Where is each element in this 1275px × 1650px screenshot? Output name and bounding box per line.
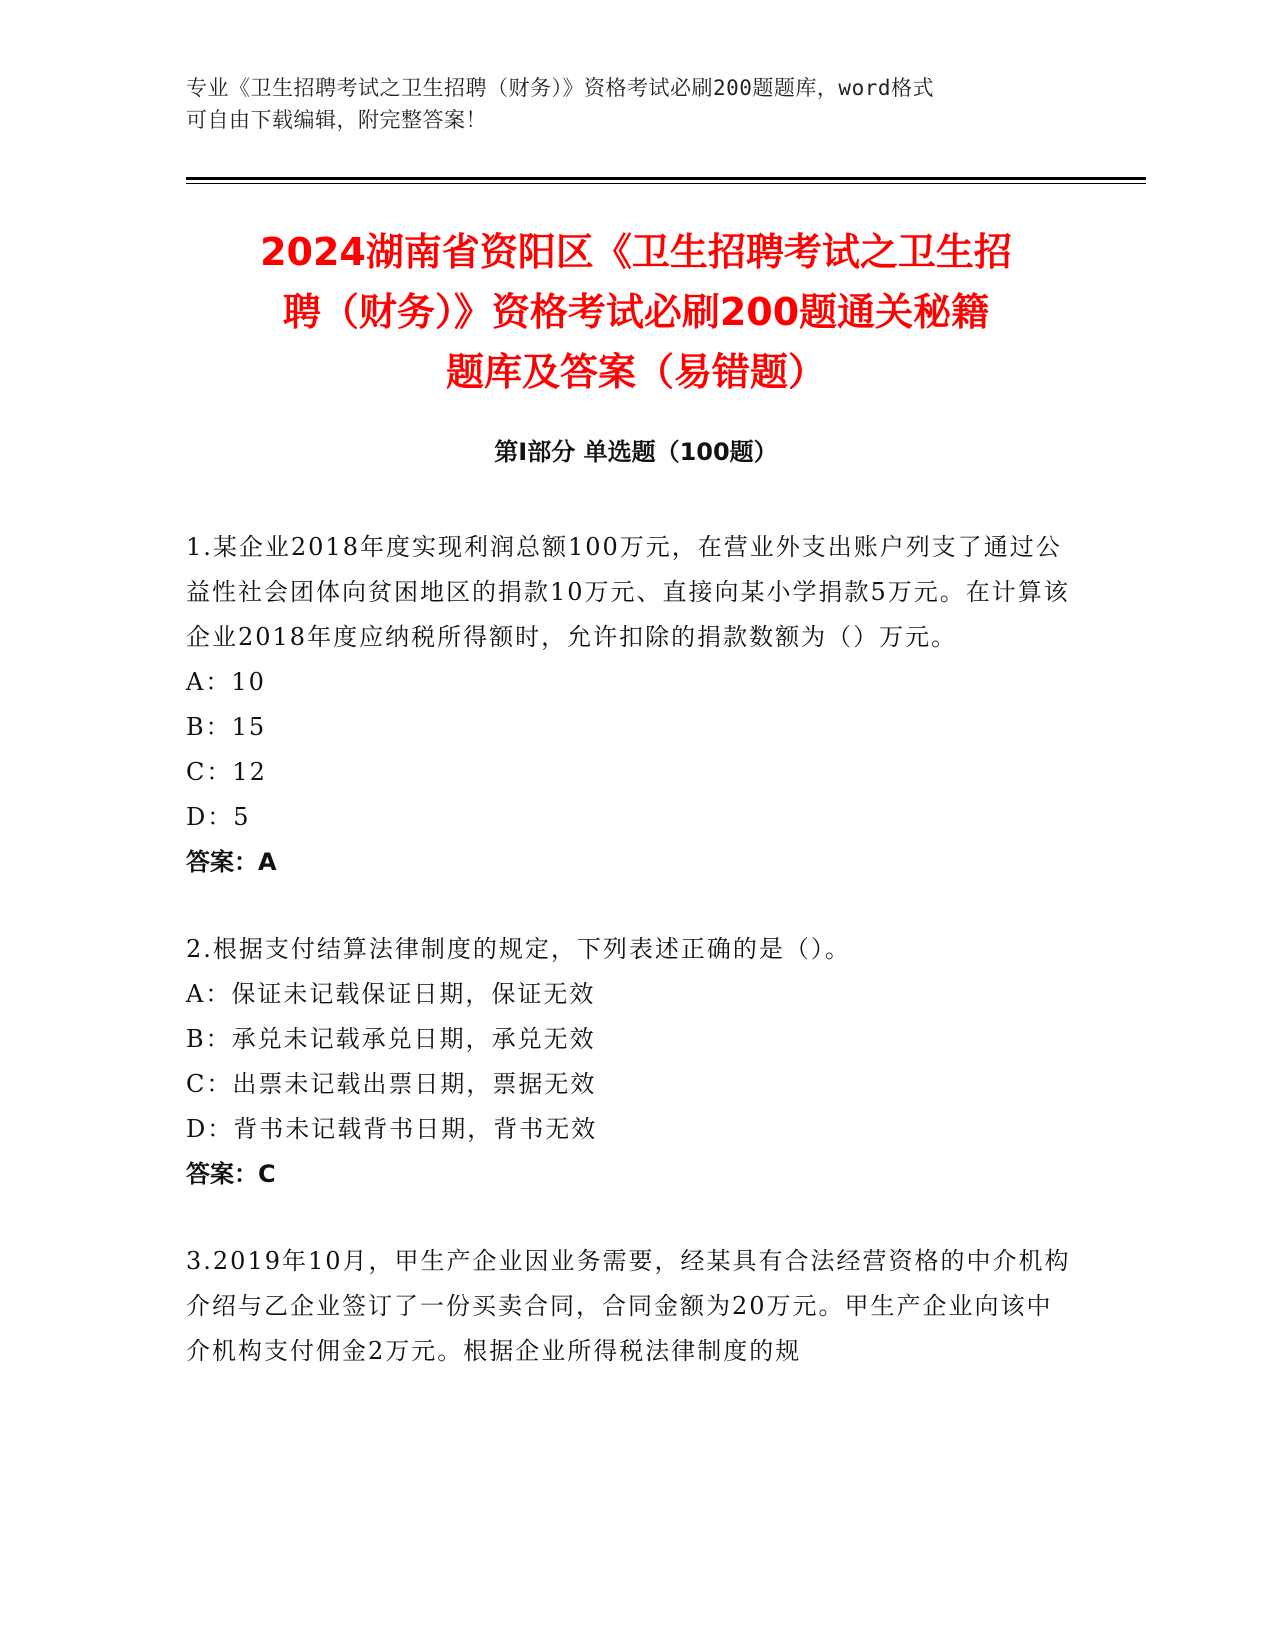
option-d: D：背书未记载背书日期，背书无效 <box>186 1115 598 1143</box>
question-1 <box>186 525 1076 885</box>
question-3 <box>186 1239 1076 1374</box>
document-title-line-1: 2024湖南省资阳区《卫生招聘考试之卫生招 <box>260 230 1012 274</box>
answer: 答案：A <box>186 848 277 876</box>
option-d: D：5 <box>186 803 251 831</box>
section-title: 第Ⅰ部分 单选题（100题） <box>494 438 778 466</box>
question-list <box>186 525 1076 1416</box>
header-note <box>186 72 1086 136</box>
header-note-line-1: 专业《卫生招聘考试之卫生招聘（财务）》资格考试必刷200题题库，word格式 <box>186 76 934 100</box>
document-title-line-3: 题库及答案（易错题） <box>445 350 826 394</box>
question-2 <box>186 927 1076 1197</box>
option-a: A：10 <box>186 668 266 696</box>
option-b: B：承兑未记载承兑日期，承兑无效 <box>186 1025 596 1053</box>
answer: 答案：C <box>186 1160 276 1188</box>
question-stem: 2.根据支付结算法律制度的规定，下列表述正确的是（）。 <box>186 935 851 963</box>
header-divider-thick <box>186 177 1146 180</box>
option-c: C：12 <box>186 758 267 786</box>
option-b: B：15 <box>186 713 267 741</box>
option-c: C：出票未记载出票日期，票据无效 <box>186 1070 597 1098</box>
option-a: A：保证未记载保证日期，保证无效 <box>186 980 596 1008</box>
question-stem: 3.2019年10月，甲生产企业因业务需要，经某具有合法经营资格的中介机构介绍与乙企业签订了一份买卖合同，合同金额为20万元。甲生产企业向该中介机构支付佣金2万元。根据企业所得税法律制度的规 <box>186 1247 1071 1365</box>
header-note-line-2: 可自由下载编辑，附完整答案！ <box>186 108 487 132</box>
document-title <box>186 222 1086 402</box>
document-title-line-2: 聘（财务）》资格考试必刷200题通关秘籍 <box>282 290 990 334</box>
question-stem: 1.某企业2018年度实现利润总额100万元，在营业外支出账户列支了通过公益性社会团体向贫困地区的捐款10万元、直接向某小学捐款5万元。在计算该企业2018年度应纳税所得额时，允许扣除的捐款数额为（）万元。 <box>186 533 1070 651</box>
header-divider-thin <box>186 183 1146 184</box>
